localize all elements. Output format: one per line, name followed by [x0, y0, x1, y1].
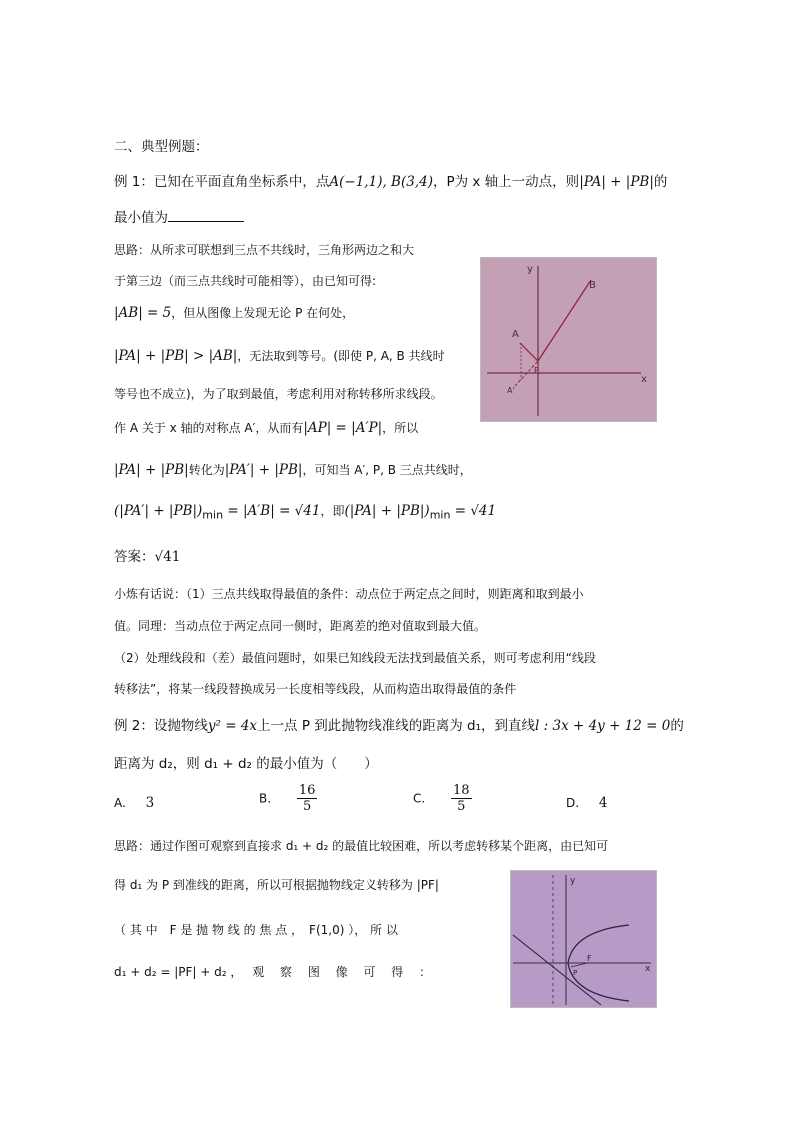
fig1-label-p: P — [534, 366, 539, 375]
summary-line-3: （2）处理线段和（差）最值问题时，如果已知线段无法找到最值关系，则可考虑利用“线段 — [114, 651, 596, 665]
sol1-l7-b: 转化为 — [188, 463, 225, 477]
sol1-line-6 — [114, 419, 418, 436]
example-2-line-1 — [114, 714, 684, 734]
sol1-line-7 — [114, 461, 472, 478]
option-b-label: B. — [259, 791, 272, 806]
option-d-value: 4 — [598, 795, 608, 811]
ex1-prefix: 例 1：已知在平面直角坐标系中，点 — [114, 174, 330, 190]
option-a-value: 3 — [145, 795, 155, 811]
fig1-label-y: y — [527, 264, 533, 275]
fig1-label-a: A — [512, 329, 519, 340]
sol1-line-4 — [114, 347, 445, 364]
sol1-l6-math: |AP| = |A′P| — [303, 420, 383, 436]
ex2-line: l : 3x + 4y + 12 = 0 — [535, 718, 671, 734]
option-c-label: C. — [413, 791, 426, 806]
ex2-c: 的 — [670, 718, 684, 734]
fig2-label-f: F — [587, 954, 592, 963]
figure-2-photo — [510, 870, 657, 1008]
sol1-l3-text: ，但从图像上发现无论 P 在何处， — [171, 306, 355, 320]
option-b-den: 5 — [303, 799, 312, 814]
sol1-l4-math: |PA| + |PB| > |AB| — [114, 348, 238, 364]
option-a-label: A. — [114, 796, 126, 810]
option-a — [114, 795, 154, 811]
sol1-l8-sub2: min — [429, 508, 451, 522]
sol2-line-1: 思路：通过作图可观察到直接求 d₁ + d₂ 的最值比较困难，所以考虑转移某个距离，由已知可 — [114, 839, 609, 853]
example-2-line-2: 距离为 d₂，则 d₁ + d₂ 的最小值为（ ） — [114, 756, 378, 772]
figure-2-graph — [511, 871, 656, 1007]
option-c-num: 18 — [453, 783, 470, 798]
sol1-line-5: 等号也不成立)，为了取到最值，考虑利用对称转移所求线段。 — [114, 387, 443, 401]
fig1-label-a2: A' — [507, 386, 515, 395]
option-b — [259, 783, 317, 814]
figure-1-photo — [480, 257, 657, 422]
ex2-b: 上一点 P 到此抛物线准线的距离为 d₁，到直线 — [257, 718, 536, 734]
sol2-line-3: （ 其 中 F 是 抛 物 线 的 焦 点 ， F(1,0) ）， 所 以 — [114, 923, 398, 937]
option-c — [413, 783, 472, 814]
ex1-end: 的 — [653, 174, 668, 190]
summary-line-1: 小炼有话说：（1）三点共线取得最值的条件：动点位于两定点之间时，则距离和取到最小 — [114, 587, 584, 601]
figure-1-graph — [481, 258, 656, 421]
sol1-l6-a: 作 A 关于 x 轴的对称点 A′，从而有 — [114, 421, 304, 435]
sol1-l8-c: ，即 — [320, 504, 345, 518]
ex2-eq: y² = 4x — [207, 718, 258, 734]
sol1-l7-d: ，可知当 A′, P, B 三点共线时， — [302, 463, 472, 477]
ex2-a: 例 2：设抛物线 — [114, 718, 208, 734]
sol2-line-2: 得 d₁ 为 P 到准线的距离，所以可根据抛物线定义转移为 |PF| — [114, 878, 439, 892]
sol1-l8-b: = |A′B| = √41 — [223, 503, 321, 519]
fig1-segment-ap — [520, 343, 538, 361]
section-heading: 二、典型例题： — [114, 139, 209, 155]
fig2-label-p: P — [573, 969, 578, 977]
fig2-label-x: x — [645, 964, 651, 974]
option-b-frac — [297, 783, 318, 814]
sol1-l3-math: |AB| = 5 — [114, 305, 172, 321]
sol1-line-1: 思路：从所求可联想到三点不共线时，三角形两边之和大 — [114, 243, 415, 257]
fig2-label-y: y — [570, 876, 576, 886]
sol1-l8-sub1: min — [202, 508, 224, 522]
answer-blank — [168, 208, 244, 222]
fig2-line-l — [513, 935, 601, 1005]
example-1-line-1 — [114, 170, 667, 190]
example-1-line-2 — [114, 206, 244, 226]
answer-value: √41 — [154, 549, 181, 565]
sol1-l7-a: |PA| + |PB| — [114, 462, 189, 478]
fig2-segment-pf — [571, 963, 587, 967]
option-d — [566, 795, 607, 811]
fig1-segment-pb — [538, 280, 591, 361]
sol1-l7-c: |PA′| + |PB| — [224, 462, 303, 478]
sol1-line-3 — [114, 304, 354, 321]
summary-line-2: 值。同理：当动点位于两定点同一侧时，距离差的绝对值取到最大值。 — [114, 619, 487, 633]
sol1-l8-e: = √41 — [450, 503, 497, 519]
option-c-frac — [451, 783, 472, 814]
ex1-points: A(−1,1), B(3,4) — [329, 174, 433, 190]
ex1-line2: 最小值为 — [114, 210, 168, 226]
summary-line-4: 转移法”，将某一线段替换成另一长度相等线段，从而构造出取得最值的条件 — [114, 682, 517, 696]
sol1-l8-d: (|PA| + |PB|) — [344, 503, 430, 519]
sol1-l6-b: ，所以 — [382, 421, 419, 435]
answer-1 — [114, 545, 180, 565]
sol1-line-8 — [114, 502, 496, 521]
ex1-expr: |PA| + |PB| — [579, 174, 654, 190]
option-b-num: 16 — [298, 783, 316, 798]
option-c-den: 5 — [457, 799, 466, 814]
sol1-l8-a: (|PA′| + |PB|) — [114, 503, 203, 519]
sol1-l4-text: ，无法取到等号。(即使 P, A, B 共线时 — [237, 349, 445, 363]
sol1-line-2: 于第三边（而三点共线时可能相等），由已知可得: — [114, 274, 377, 288]
ex1-mid: ，P为 x 轴上一动点，则 — [432, 174, 580, 190]
sol2-line-4: d₁ + d₂ = |PF| + d₂ ， 观 察 图 像 可 得 ： — [114, 965, 432, 979]
fig1-label-b: B — [589, 280, 596, 291]
answer-label: 答案： — [114, 549, 155, 565]
option-d-label: D. — [566, 796, 580, 810]
fig1-label-x: x — [641, 374, 647, 385]
